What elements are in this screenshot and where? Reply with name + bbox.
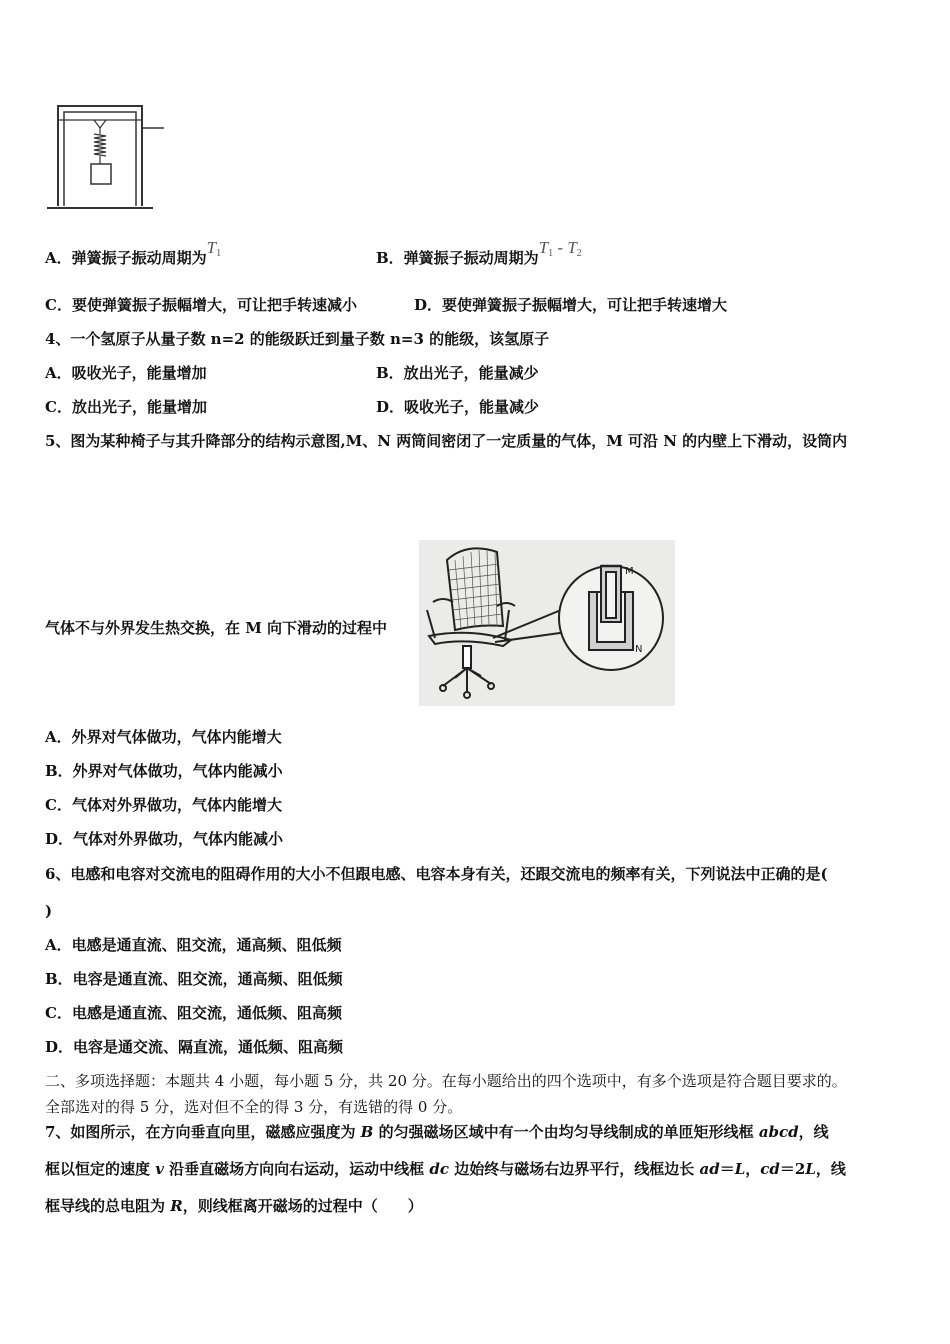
q6-option-c[interactable]: C．电感是通直流、阻交流，通低频、阻高频 (45, 1004, 342, 1022)
q5-stem-line1: 5、图为某种椅子与其升降部分的结构示意图,M、N 两筒间密闭了一定质量的气体，M 可沿 N 的内壁上下滑动，设筒内 (45, 432, 848, 450)
q4-option-d[interactable]: D．吸收光子，能量减少 (376, 398, 540, 416)
q4-option-a[interactable]: A．吸收光子，能量增加 (45, 364, 207, 382)
q5-option-a[interactable]: A．外界对气体做功，气体内能增大 (45, 728, 282, 746)
q3-option-c[interactable]: C．要使弹簧振子振幅增大，可让把手转速减小 (45, 296, 357, 314)
q5-option-c[interactable]: C．气体对外界做功，气体内能增大 (45, 796, 282, 814)
q4-option-b[interactable]: B．放出光子，能量减少 (376, 364, 539, 382)
q3-option-d[interactable]: D．要使弹簧振子振幅增大，可让把手转速增大 (414, 296, 728, 314)
q4-option-c[interactable]: C．放出光子，能量增加 (45, 398, 207, 416)
q7-stem-line3: 框导线的总电阻为 R，则线框离开磁场的过程中（ ） (45, 1197, 423, 1215)
section2-heading-line1: 二、多项选择题：本题共 4 小题，每小题 5 分，共 20 分。在每小题给出的四个选项中，有多个选项是符合题目要求的。 (45, 1072, 847, 1090)
q5-option-d[interactable]: D．气体对外界做功，气体内能减小 (45, 830, 284, 848)
q6-option-b[interactable]: B．电容是通直流、阻交流，通高频、阻低频 (45, 970, 343, 988)
q5-stem-line2: 气体不与外界发生热交换，在 M 向下滑动的过程中 (45, 619, 388, 637)
q6-stem-line2: ) (45, 902, 53, 920)
q6-option-d[interactable]: D．电容是通交流、隔直流，通低频、阻高频 (45, 1038, 344, 1056)
chair-cylinder-figure (419, 540, 675, 706)
q7-stem-line2: 框以恒定的速度 v 沿垂直磁场方向向右运动，运动中线框 dc 边始终与磁场右边界平行，线框边长 ad＝L，cd＝2L，线 (45, 1160, 846, 1178)
q4-stem: 4、一个氢原子从量子数 n=2 的能级跃迁到量子数 n=3 的能级，该氢原子 (45, 330, 550, 348)
spring-oscillator-figure (40, 98, 170, 216)
section2-heading-line2: 全部选对的得 5 分，选对但不全的得 3 分，有选错的得 0 分。 (45, 1098, 463, 1116)
label-n: N (635, 644, 643, 655)
q6-option-a[interactable]: A．电感是通直流、阻交流，通高频、阻低频 (45, 936, 342, 954)
q3-option-b[interactable]: B．弹簧振子振动周期为$T_1 - T_2$ (376, 238, 582, 267)
q3-option-a[interactable]: A．弹簧振子振动周期为$T_1$ (45, 238, 222, 267)
q5-option-b[interactable]: B．外界对气体做功，气体内能减小 (45, 762, 283, 780)
q6-stem-line1: 6、电感和电容对交流电的阻碍作用的大小不但跟电感、电容本身有关，还跟交流电的频率有关，下列说法中正确的是( (45, 865, 828, 883)
label-m: M (625, 566, 634, 577)
q7-stem-line1: 7、如图所示，在方向垂直向里，磁感应强度为 B 的匀强磁场区域中有一个由均匀导线制成的单匝矩形线框 abcd，线 (45, 1123, 829, 1141)
